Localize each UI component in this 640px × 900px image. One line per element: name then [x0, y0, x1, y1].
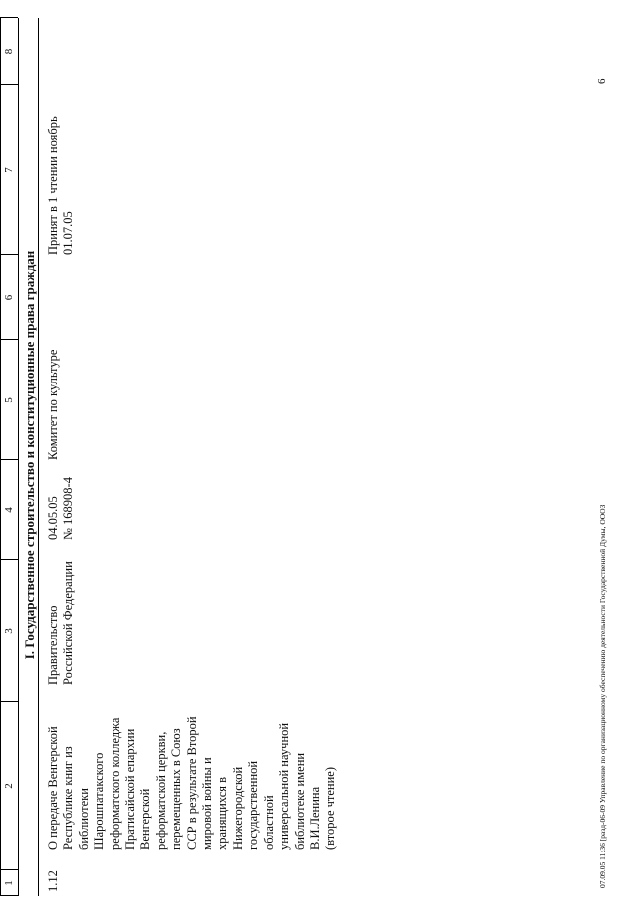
- column-number-3: 3: [3, 628, 15, 634]
- bill-title-line: мировой войны и: [200, 757, 215, 850]
- row-number: 1.12: [46, 870, 60, 892]
- header-divider: [18, 18, 19, 896]
- column-number-8: 8: [3, 48, 15, 55]
- bill-title-line: реформатского колледжа: [107, 717, 122, 850]
- bill-title-line: хранящихся в: [215, 776, 230, 850]
- bill-title-line: Нижегородской: [230, 766, 245, 850]
- bill-title-line: перемещенных в Союз: [169, 728, 184, 850]
- bill-title-line: Шарошпатакского: [92, 752, 107, 850]
- bill-title-line: Республике книг из: [61, 746, 76, 850]
- bill-title-line: реформатской церкви,: [153, 731, 168, 850]
- bill-number: № 168908-4: [61, 477, 76, 540]
- bill-title-line: О передаче Венгерской: [46, 726, 60, 850]
- bill-title-line: библиотеке имени: [292, 752, 307, 850]
- bill-title-line: областной: [261, 795, 276, 850]
- footer-text: 07.09.05 11:36 [разд-06-09 Управление по организационному обеспечению деятельности Государственной Думы, ОООЗ: [598, 504, 607, 888]
- column-number-7: 7: [3, 167, 15, 173]
- column-number-6: 6: [3, 294, 15, 301]
- bill-title-line: универсальной научной: [277, 722, 292, 850]
- committee-cell: Комитет по культуре: [46, 349, 60, 460]
- page-number: 6: [596, 78, 608, 84]
- bill-title-line: ССР в результате Второй: [184, 716, 199, 850]
- column-number-2: 2: [3, 783, 15, 789]
- initiator-line: Российской Федерации: [61, 561, 76, 685]
- bill-title-line: (второе чтение): [323, 766, 338, 850]
- section-divider: [38, 18, 39, 896]
- column-number-4: 4: [3, 507, 15, 513]
- bill-title-line: библиотеки: [76, 788, 91, 850]
- status-cell: [46, 40, 77, 255]
- column-number-1: 1: [3, 880, 15, 886]
- submission-date: 04.05.05: [46, 496, 60, 540]
- section-title: I. Государственное строительство и конституционные права граждан: [22, 250, 37, 660]
- date-number-cell: [46, 450, 77, 540]
- status-line: 01.07.05: [61, 211, 76, 255]
- status-line: Принят в 1 чтении ноябрь: [46, 116, 60, 255]
- bill-title-line: В.И.Ленина: [307, 786, 322, 850]
- column-number-5: 5: [3, 397, 15, 403]
- bill-title-line: Венгерской: [138, 788, 153, 850]
- bill-title-line: Пратисайской епархии: [123, 728, 138, 850]
- bill-title-cell: [46, 685, 339, 850]
- initiator-line: Правительство: [46, 605, 60, 685]
- initiator-cell: [46, 545, 77, 685]
- bill-title-line: государственной: [246, 760, 261, 850]
